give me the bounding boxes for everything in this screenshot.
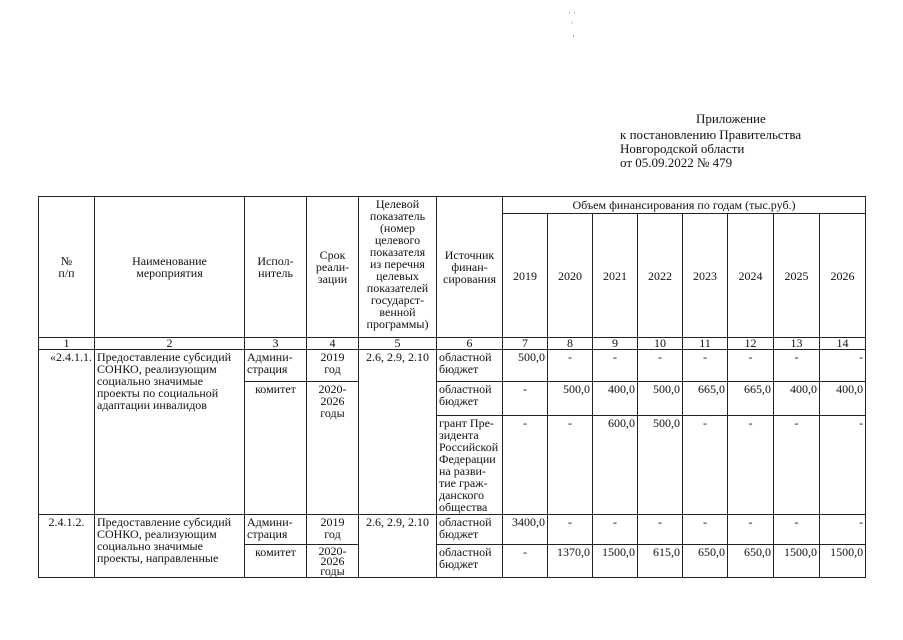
- appendix-line-3: от 05.09.2022 № 479: [620, 155, 733, 170]
- column-number: 3: [245, 338, 307, 350]
- value-cell: 400,0: [774, 382, 820, 416]
- col-header-exec: Испол- нитель: [245, 197, 307, 338]
- year-header: 2025: [774, 214, 820, 338]
- value-cell: -: [638, 515, 683, 545]
- row-term: 2019 год: [307, 350, 359, 382]
- row-executor: комитет: [245, 382, 307, 515]
- col-header-funding: Объем финансирования по годам (тыс.руб.): [503, 197, 866, 214]
- column-number: 2: [95, 338, 245, 350]
- row-term: 2019 год: [307, 515, 359, 545]
- year-header: 2022: [638, 214, 683, 338]
- year-header: 2023: [683, 214, 728, 338]
- table-row: [39, 515, 866, 545]
- column-number: 12: [728, 338, 774, 350]
- year-header: 2019: [503, 214, 548, 338]
- value-cell: 1500,0: [774, 545, 820, 578]
- value-cell: 500,0: [638, 382, 683, 416]
- column-number: 11: [683, 338, 728, 350]
- funding-table: [38, 196, 866, 578]
- row-source: областной бюджет: [437, 545, 503, 578]
- row-number: «2.4.1.1.: [39, 350, 95, 515]
- value-cell: 615,0: [638, 545, 683, 578]
- value-cell: 3400,0: [503, 515, 548, 545]
- year-header: 2020: [548, 214, 593, 338]
- column-number: 5: [359, 338, 437, 350]
- appendix-header: [620, 112, 801, 170]
- column-number: 1: [39, 338, 95, 350]
- col-header-source: Источник финан- сирования: [437, 197, 503, 338]
- row-term: 2020- 2026 годы: [307, 545, 359, 578]
- value-cell: 665,0: [683, 382, 728, 416]
- column-numbers-row: [39, 338, 866, 350]
- value-cell: -: [548, 515, 593, 545]
- header-row-1: [39, 197, 866, 214]
- value-cell: -: [820, 350, 866, 382]
- row-source: областной бюджет: [437, 382, 503, 416]
- value-cell: 500,0: [638, 416, 683, 515]
- column-number: 10: [638, 338, 683, 350]
- value-cell: -: [728, 416, 774, 515]
- value-cell: -: [503, 382, 548, 416]
- value-cell: -: [593, 350, 638, 382]
- value-cell: 1500,0: [820, 545, 866, 578]
- col-header-num: № п/п: [39, 197, 95, 338]
- column-number: 4: [307, 338, 359, 350]
- col-header-target: Целевой показатель (номер целевого показателя из перечня целевых показателей государст- венной программы): [359, 197, 437, 338]
- row-target: 2.6, 2.9, 2.10: [359, 350, 437, 515]
- year-header: 2021: [593, 214, 638, 338]
- value-cell: -: [548, 350, 593, 382]
- table-row: [39, 350, 866, 382]
- col-header-term: Срок реали- зации: [307, 197, 359, 338]
- appendix-line-2: Новгородской области: [620, 141, 745, 156]
- value-cell: -: [728, 350, 774, 382]
- appendix-line-1: к постановлению Правительства: [620, 127, 802, 142]
- scan-specks: · · · ,: [568, 8, 577, 38]
- value-cell: 1500,0: [593, 545, 638, 578]
- column-number: 14: [820, 338, 866, 350]
- value-cell: -: [503, 545, 548, 578]
- column-number: 13: [774, 338, 820, 350]
- value-cell: -: [683, 416, 728, 515]
- row-source: грант Пре- зидента Российской Федерации на разви- тие граж- данского общества: [437, 416, 503, 515]
- column-number: 8: [548, 338, 593, 350]
- value-cell: -: [728, 515, 774, 545]
- row-term: 2020- 2026 годы: [307, 382, 359, 515]
- value-cell: 1370,0: [548, 545, 593, 578]
- value-cell: -: [683, 350, 728, 382]
- appendix-title: Приложение: [696, 111, 766, 126]
- row-name: Предоставление субсидий СОНКО, реализующим социально значимые проекты по социальной адаптации инвалидов: [95, 350, 245, 515]
- value-cell: -: [683, 515, 728, 545]
- value-cell: 500,0: [503, 350, 548, 382]
- value-cell: -: [774, 416, 820, 515]
- row-executor: Админи- страция: [245, 350, 307, 382]
- row-number: 2.4.1.2.: [39, 515, 95, 578]
- value-cell: -: [593, 515, 638, 545]
- value-cell: -: [548, 416, 593, 515]
- row-source: областной бюджет: [437, 350, 503, 382]
- value-cell: -: [820, 515, 866, 545]
- value-cell: -: [820, 416, 866, 515]
- column-number: 6: [437, 338, 503, 350]
- value-cell: -: [638, 350, 683, 382]
- value-cell: 665,0: [728, 382, 774, 416]
- row-name: Предоставление субсидий СОНКО, реализующим социально значимые проекты, направленные: [95, 515, 245, 578]
- col-header-name: Наименование мероприятия: [95, 197, 245, 338]
- row-executor: Админи- страция: [245, 515, 307, 545]
- value-cell: 650,0: [728, 545, 774, 578]
- value-cell: 650,0: [683, 545, 728, 578]
- year-header: 2026: [820, 214, 866, 338]
- value-cell: -: [503, 416, 548, 515]
- row-source: областной бюджет: [437, 515, 503, 545]
- column-number: 7: [503, 338, 548, 350]
- value-cell: 400,0: [593, 382, 638, 416]
- column-number: 9: [593, 338, 638, 350]
- value-cell: 600,0: [593, 416, 638, 515]
- row-executor: комитет: [245, 545, 307, 578]
- value-cell: -: [774, 350, 820, 382]
- year-header: 2024: [728, 214, 774, 338]
- value-cell: 500,0: [548, 382, 593, 416]
- value-cell: -: [774, 515, 820, 545]
- row-target: 2.6, 2.9, 2.10: [359, 515, 437, 578]
- value-cell: 400,0: [820, 382, 866, 416]
